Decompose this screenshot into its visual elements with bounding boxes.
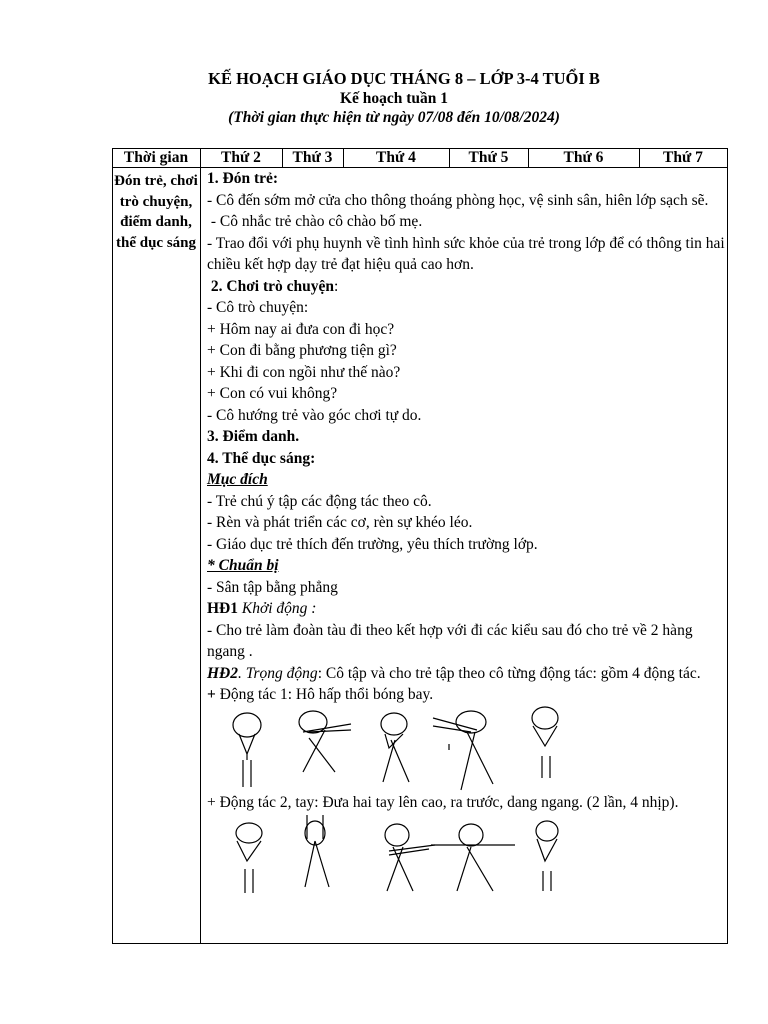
text-line: - Cho trẻ làm đoàn tàu đi theo kết hợp với đi các kiểu sau đó cho trẻ về 2 hàng ngang . [207,621,693,660]
text-line: + Con có vui không? [207,385,338,402]
activity-label: HĐ2 [207,664,238,682]
text-fragment: : Cô tập và cho trẻ tập theo cô từng động tác: gồm 4 động tác. [317,664,701,682]
text-line: - Trẻ chú ý tập các động tác theo cô. [207,492,432,510]
document-header [0,68,768,128]
section-line [207,598,725,620]
column-header-thu: Thứ 5 [468,149,509,166]
section-line [207,276,725,298]
text-line: - Trao đổi với phụ huynh về tình hình sức khỏe của trẻ trong lớp để có thông tin hai chiều kết hợp dạy trẻ đạt hiệu quả cao hơn. [207,234,725,273]
activity-name: . Trọng động [238,664,318,682]
row-label: Đón trẻ, chơi trò chuyện, điểm danh, thể dục sáng [114,173,198,251]
exercise-2-figures [207,813,725,903]
text-line: - Cô đến sớm mở cửa cho thông thoáng phòng học, vệ sinh sân, hiên lớp sạch sẽ. [207,191,709,209]
stick-figure [229,712,269,792]
document-subtitle: Kế hoạch tuần 1 [339,90,449,107]
stick-figure [529,706,569,790]
text-line [207,684,725,706]
text-line: - Giáo dục trẻ thích đến trường, yêu thích trường lớp. [207,535,538,553]
stick-figure [531,821,571,903]
column-header-wed: Thứ 4 [376,149,416,166]
section-title: 1. Đón trẻ: [207,170,279,187]
subsection-title: Mục đích [207,471,268,488]
text-line: - Cô trò chuyện: [207,299,309,316]
text-fragment: + [207,686,216,703]
text-line: + Động tác 2, tay: Đưa hai tay lên cao, ra trước, dang ngang. (2 lần, 4 nhịp). [207,793,679,811]
activity-content [207,168,725,903]
text-line: - Cô hướng trẻ vào góc chơi tự do. [207,406,422,424]
document-title: KẾ HOẠCH GIÁO DỤC THÁNG 8 – LỚP 3-4 TUỔI B [208,69,600,88]
column-header-tue: Thứ 3 [292,149,333,166]
text-line: + Khi đi con ngồi như thế nào? [207,363,401,381]
text-fragment: : [334,277,339,295]
text-line: + Hôm nay ai đưa con đi học? [207,320,395,338]
column-header-mon: Thứ 2 [221,149,261,166]
text-fragment: Động tác 1: Hô hấp thổi bóng bay. [215,686,434,703]
exercise-1-figures [207,706,725,792]
text-line: - Rèn và phát triển các cơ, rèn sự khéo léo. [207,514,473,531]
activity-label: HĐ1 [207,600,238,617]
section-title: 2. Chơi trò chuyện [207,277,334,295]
column-header-time: Thời gian [123,149,189,166]
text-line: - Sân tập bằng phẳng [207,578,338,596]
stick-figure [377,712,417,792]
activity-name: Khởi động : [238,600,317,617]
stick-figure [303,813,343,895]
stick-figure [429,823,519,905]
text-line: + Con đi bằng phương tiện gì? [207,342,397,359]
section-title: 4. Thể dục sáng: [207,449,316,467]
stick-figure [235,823,275,905]
section-line [207,663,725,685]
text-line: - Cô nhắc trẻ chào cô chào bố mẹ. [207,213,423,230]
subsection-title: * Chuẩn bị [207,557,279,574]
column-header-fri: Thứ 6 [563,149,604,166]
section-title: 3. Điểm danh. [207,428,300,445]
stick-figure [431,710,501,794]
document-period: (Thời gian thực hiện từ ngày 07/08 đến 10/08/2024) [228,109,560,126]
column-header-sat: Thứ 7 [663,149,703,166]
stick-figure [295,710,355,790]
